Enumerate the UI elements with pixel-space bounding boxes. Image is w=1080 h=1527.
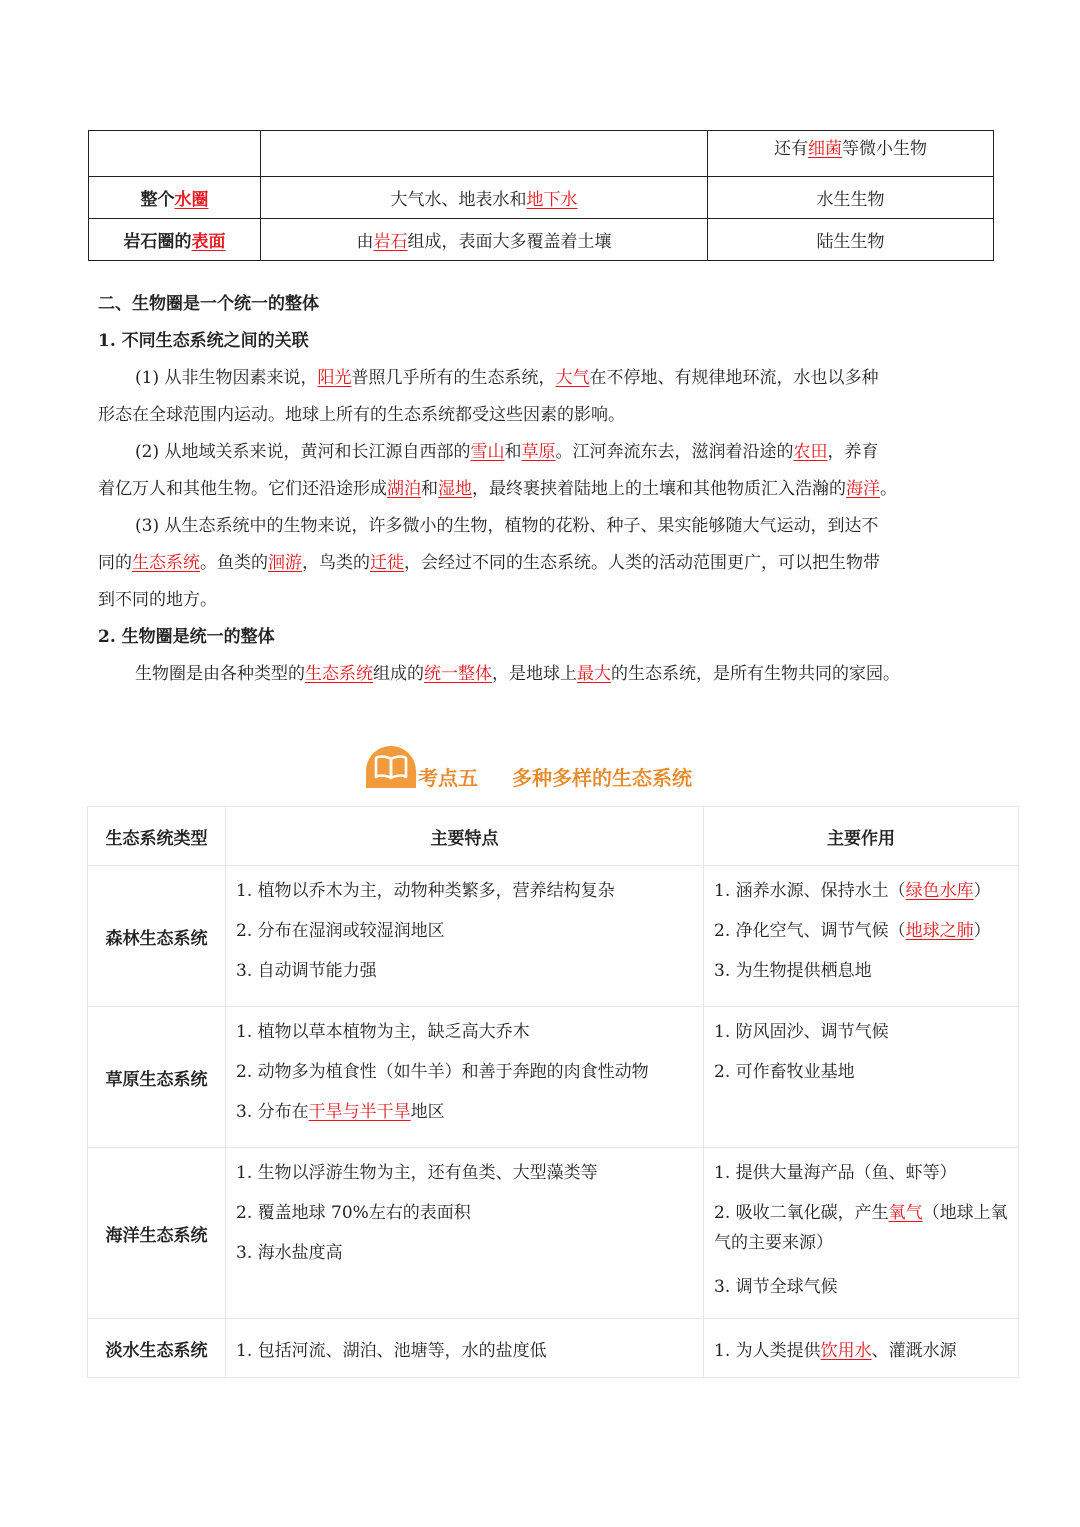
table-cell: 陆生生物: [708, 219, 994, 261]
table-cell: [708, 131, 994, 177]
subsection-title: 1. 不同生态系统之间的关联: [98, 331, 309, 351]
ecosystem-type: 草原生态系统: [88, 1007, 226, 1148]
list-item: 2. 吸收二氧化碳，产生氧气（地球上氧气的主要来源）: [714, 1203, 1008, 1253]
key-term: 湖泊: [387, 479, 421, 499]
table-row: [88, 1319, 1019, 1378]
list-item: 1. 包括河流、湖泊、池塘等，水的盐度低: [236, 1340, 547, 1361]
roles-cell: [704, 866, 1019, 1007]
section-heading: [360, 746, 740, 792]
key-term: 雪山: [470, 442, 505, 462]
list-item: 1. 植物以乔木为主，动物种类繁多，营养结构复杂: [236, 881, 615, 901]
table-row: [88, 1148, 1019, 1319]
key-term: 氧气: [888, 1203, 923, 1223]
roles-cell: [704, 1319, 1019, 1378]
cell-text: 整个: [140, 190, 175, 210]
list-item: 3. 海水盐度高: [236, 1243, 343, 1263]
column-header: 生态系统类型: [88, 807, 226, 866]
features-cell: [226, 1319, 704, 1378]
key-term: 饮用水: [820, 1340, 872, 1361]
subsection-title: 2. 生物圈是统一的整体: [98, 627, 275, 647]
key-term: 农田: [793, 442, 828, 462]
table-row: [89, 131, 994, 177]
key-term: 草原: [521, 442, 556, 462]
list-item: 3. 调节全球气候: [714, 1277, 838, 1297]
list-item: 1. 涵养水源、保持水土（绿色水库）: [714, 881, 991, 901]
key-term: 生态系统: [132, 553, 200, 573]
key-term: 干旱与半干旱: [308, 1102, 411, 1122]
list-item: 1. 为人类提供饮用水、灌溉水源: [714, 1340, 957, 1361]
paragraph-line: 形态在全球范围内运动。地球上所有的生态系统都受这些因素的影响。: [98, 405, 625, 425]
table-cell: [261, 131, 708, 177]
key-term: 表面: [191, 232, 226, 252]
book-icon: [366, 746, 416, 788]
column-header: 主要作用: [704, 807, 1019, 866]
section-title: 二、生物圈是一个统一的整体: [98, 294, 319, 314]
features-cell: [226, 866, 704, 1007]
biosphere-table: [88, 130, 994, 261]
features-cell: [226, 1148, 704, 1319]
key-term: 洄游: [268, 553, 302, 573]
key-term: 最大: [577, 664, 611, 684]
ecosystem-type: 森林生态系统: [88, 866, 226, 1007]
list-item: 2. 净化空气、调节气候（地球之肺）: [714, 921, 991, 941]
features-cell: [226, 1007, 704, 1148]
cell-text: 等微小生物: [842, 139, 927, 159]
paragraph-line: 生物圈是由各种类型的生态系统组成的统一整体，是地球上最大的生态系统，是所有生物共同的家园。: [135, 664, 900, 684]
key-term: 水圈: [174, 190, 209, 210]
list-item: 2. 动物多为植食性（如牛羊）和善于奔跑的肉食性动物: [236, 1062, 649, 1082]
table-cell: [261, 219, 708, 261]
list-item: 3. 分布在干旱与半干旱地区: [236, 1102, 445, 1122]
key-term: 阳光: [317, 368, 352, 388]
paragraph-line: 到不同的地方。: [98, 590, 217, 610]
table-cell: [89, 177, 261, 219]
key-term: 大气: [555, 368, 590, 388]
ecosystem-type: 海洋生态系统: [88, 1148, 226, 1319]
table-row: [88, 866, 1019, 1007]
key-term: 海洋: [846, 479, 880, 499]
roles-cell: [704, 1007, 1019, 1148]
table-cell: 水生生物: [708, 177, 994, 219]
key-term: 绿色水库: [905, 881, 974, 901]
roles-cell: [704, 1148, 1019, 1319]
table-row: [89, 177, 994, 219]
paragraph-line: (1) 从非生物因素来说，阳光普照几乎所有的生态系统，大气在不停地、有规律地环流，水也以多种: [135, 368, 879, 388]
cell-text: 大气水、地表水和: [390, 190, 527, 210]
heading-title: 多种多样的生态系统: [512, 766, 692, 790]
cell-text: 还有: [774, 139, 808, 159]
list-item: 1. 防风固沙、调节气候: [714, 1022, 889, 1042]
table-cell: [89, 131, 261, 177]
paragraph-line: 着亿万人和其他生物。它们还沿途形成湖泊和湿地，最终裹挟着陆地上的土壤和其他物质汇入浩瀚的海洋。: [98, 479, 897, 499]
key-term: 地下水: [526, 190, 578, 210]
key-term: 地球之肺: [905, 921, 974, 941]
key-term: 迁徙: [370, 553, 404, 573]
table-row: [89, 219, 994, 261]
key-term: 岩石: [373, 232, 408, 252]
ecosystem-type: 淡水生态系统: [88, 1319, 226, 1378]
paragraph-line: 同的生态系统。鱼类的洄游，鸟类的迁徙，会经过不同的生态系统。人类的活动范围更广，可以把生物带: [98, 553, 880, 573]
paragraph-line: (2) 从地域关系来说，黄河和长江源自西部的雪山和草原。江河奔流东去，滋润着沿途的农田，养育: [135, 442, 879, 462]
table-cell: [89, 219, 261, 261]
list-item: 1. 植物以草本植物为主，缺乏高大乔木: [236, 1022, 530, 1042]
key-term: 细菌: [808, 139, 842, 159]
table-cell: [261, 177, 708, 219]
kaodian-label: 考点五: [418, 766, 478, 790]
list-item: 3. 自动调节能力强: [236, 961, 377, 981]
list-item: 2. 分布在湿润或较湿润地区: [236, 921, 445, 941]
cell-text: 岩石圈的: [123, 232, 192, 252]
ecosystem-table: [87, 806, 1019, 1378]
paragraph-line: (3) 从生态系统中的生物来说，许多微小的生物，植物的花粉、种子、果实能够随大气运动，到达不: [135, 516, 879, 536]
list-item: 1. 提供大量海产品（鱼、虾等）: [714, 1163, 957, 1183]
column-header: 主要特点: [226, 807, 704, 866]
table-header-row: [88, 807, 1019, 866]
list-item: 2. 可作畜牧业基地: [714, 1062, 855, 1082]
cell-text: 组成，表面大多覆盖着土壤: [407, 232, 612, 252]
cell-text: 由: [356, 232, 374, 252]
heading-text: [418, 762, 692, 791]
key-term: 生态系统: [305, 664, 373, 684]
list-item: 2. 覆盖地球 70%左右的表面积: [236, 1203, 471, 1223]
table-row: [88, 1007, 1019, 1148]
key-term: 统一整体: [424, 664, 492, 684]
list-item: 3. 为生物提供栖息地: [714, 961, 872, 981]
key-term: 湿地: [438, 479, 472, 499]
list-item: 1. 生物以浮游生物为主，还有鱼类、大型藻类等: [236, 1163, 598, 1183]
